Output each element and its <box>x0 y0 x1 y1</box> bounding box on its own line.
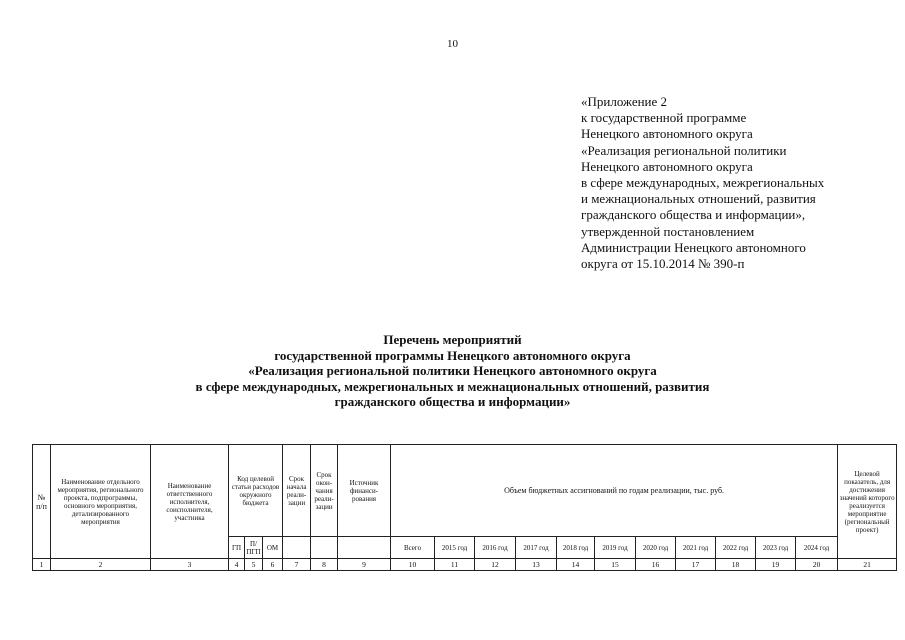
header-source: Источник финанси-рования <box>338 445 391 537</box>
header-indicator: Целевой показатель, для достижения значений которого реализуется мероприятие (региональный проект) <box>838 445 897 559</box>
title-line: в сфере международных, межрегиональных и межнациональных отношений, развития <box>195 378 710 394</box>
column-number: 5 <box>245 559 263 571</box>
appendix-line: Ненецкого автономного округа <box>581 158 753 174</box>
header-year: 2023 год <box>756 537 796 559</box>
header-name: Наименование отдельного мероприятия, регионального проекта, подпрограммы, основного мероприятия, детализированного мероприятия <box>51 445 151 559</box>
column-number: 6 <box>263 559 283 571</box>
column-number: 17 <box>676 559 716 571</box>
header-start: Срок начала реали-зации <box>283 445 311 537</box>
appendix-line: Ненецкого автономного округа <box>581 126 753 142</box>
header-start-empty <box>283 537 311 559</box>
header-year: 2017 год <box>516 537 557 559</box>
header-year: 2018 год <box>557 537 595 559</box>
header-year: 2016 год <box>475 537 516 559</box>
column-number: 7 <box>283 559 311 571</box>
column-number: 1 <box>33 559 51 571</box>
column-number: 3 <box>151 559 229 571</box>
column-number: 15 <box>595 559 636 571</box>
header-num: № п/п <box>33 445 51 559</box>
column-number: 4 <box>229 559 245 571</box>
appendix-line: «Реализация региональной политики <box>581 142 787 158</box>
appendix-line: утвержденной постановлением <box>581 223 755 239</box>
header-year: 2021 год <box>676 537 716 559</box>
header-year: 2020 год <box>636 537 676 559</box>
appendix-line: Администрации Ненецкого автономного <box>581 239 806 255</box>
header-executor: Наименование ответственного исполнителя, соисполнителя, участника <box>151 445 229 559</box>
column-number: 10 <box>391 559 435 571</box>
column-number: 20 <box>796 559 838 571</box>
column-number: 19 <box>756 559 796 571</box>
appendix-line: в сфере международных, межрегиональных <box>581 175 825 191</box>
column-number: 18 <box>716 559 756 571</box>
column-number: 12 <box>475 559 516 571</box>
header-budget-code: Код целевой статьи расходов окружного бюджета <box>229 445 283 537</box>
header-total: Всего <box>391 537 435 559</box>
header-code-om: ОМ <box>263 537 283 559</box>
header-end-empty <box>311 537 338 559</box>
column-number: 11 <box>435 559 475 571</box>
measures-table <box>32 444 897 571</box>
header-source-empty <box>338 537 391 559</box>
column-number: 14 <box>557 559 595 571</box>
appendix-line: округа от 15.10.2014 № 390-п <box>581 256 745 272</box>
column-number: 9 <box>338 559 391 571</box>
title-line: Перечень мероприятий <box>383 332 522 347</box>
page-number: 10 <box>447 38 458 50</box>
document-title <box>0 332 905 410</box>
appendix-line: к государственной программе <box>581 110 747 126</box>
header-year: 2015 год <box>435 537 475 559</box>
header-volume: Объем бюджетных ассигнований по годам реализации, тыс. руб. <box>391 445 838 537</box>
title-line: государственной программы Ненецкого автономного округа <box>274 347 631 363</box>
column-number: 13 <box>516 559 557 571</box>
column-number: 16 <box>636 559 676 571</box>
column-number: 2 <box>51 559 151 571</box>
header-code-pgp: П/ ПГП <box>245 537 263 559</box>
header-code-gp: ГП <box>229 537 245 559</box>
header-year: 2022 год <box>716 537 756 559</box>
header-year: 2019 год <box>595 537 636 559</box>
appendix-line: гражданского общества и информации», <box>581 207 806 223</box>
column-number: 21 <box>838 559 897 571</box>
appendix-line: и межнациональных отношений, развития <box>581 191 816 207</box>
appendix-line: «Приложение 2 <box>581 94 668 109</box>
appendix-note <box>581 94 881 272</box>
header-year: 2024 год <box>796 537 838 559</box>
title-line: «Реализация региональной политики Ненецкого автономного округа <box>248 363 657 379</box>
column-number: 8 <box>311 559 338 571</box>
header-end: Срок окон-чания реали-зации <box>311 445 338 537</box>
title-line: гражданского общества и информации» <box>334 394 571 410</box>
